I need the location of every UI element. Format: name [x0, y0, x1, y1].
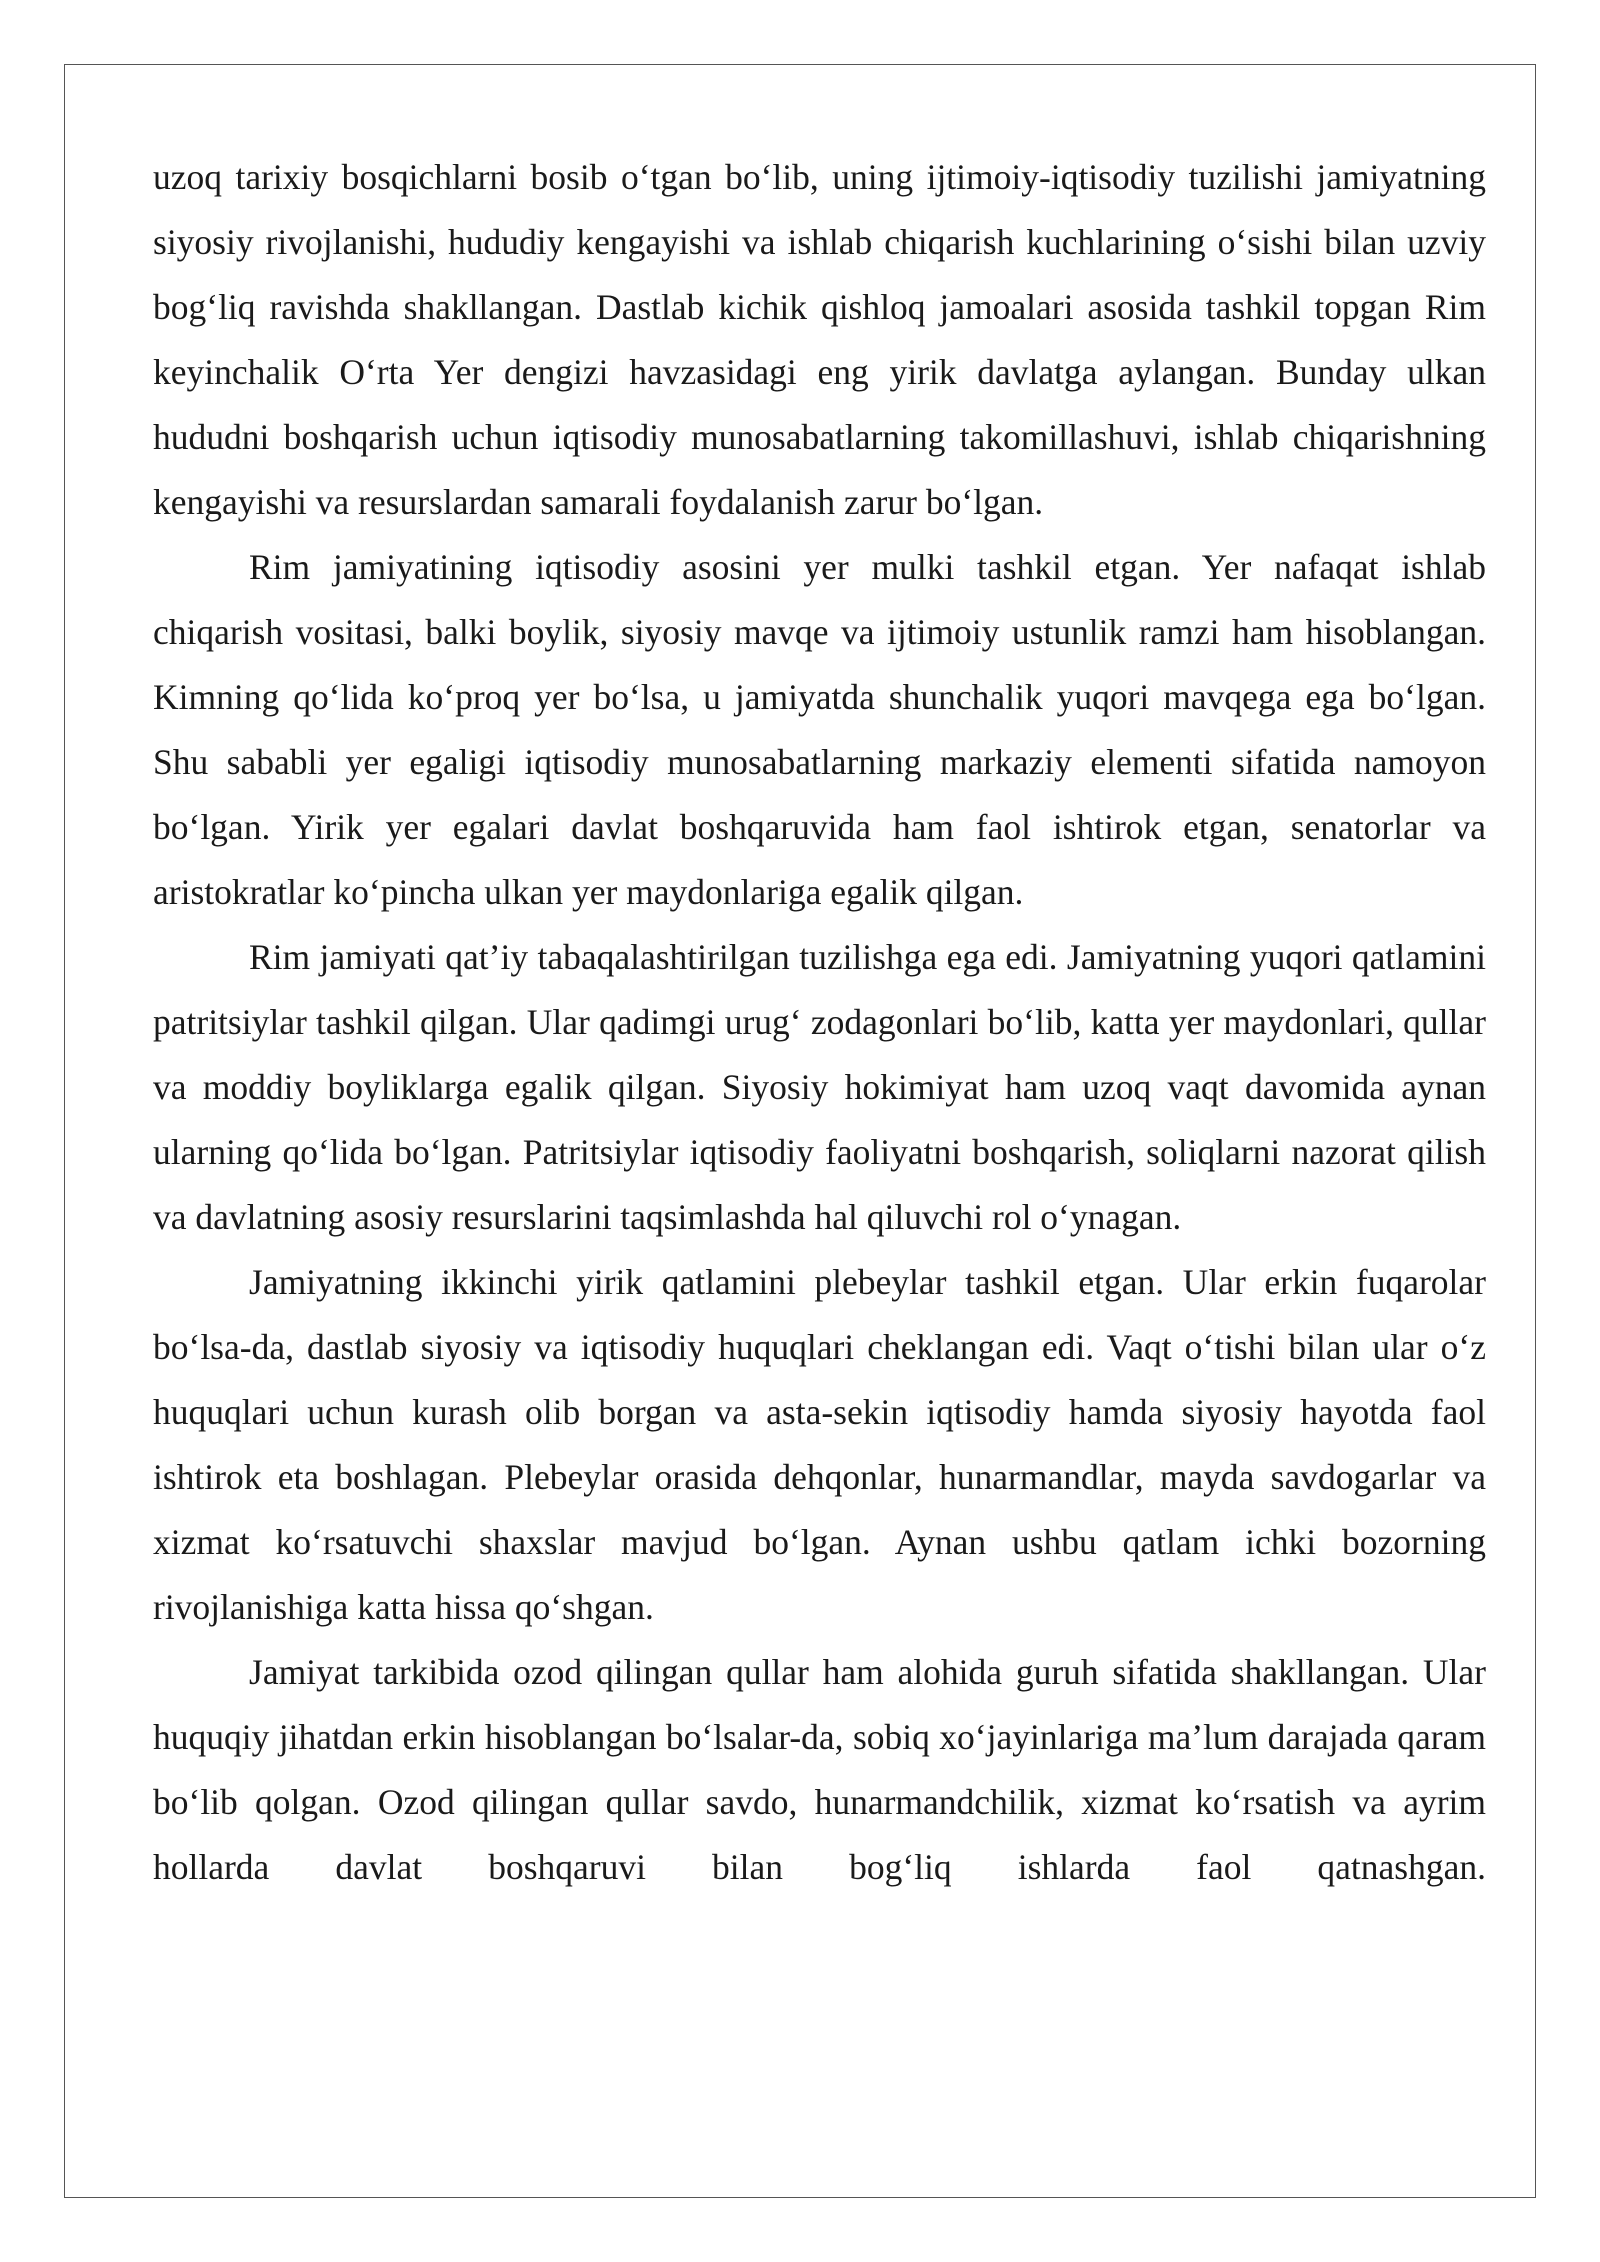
paragraph-3: Rim jamiyati qat’iy tabaqalashtirilgan tuzilishga ega edi. Jamiyatning yuqori qatlamini patritsiylar tashkil qilgan. Ular qadimgi urug‘ zodagonlari bo‘lib, katta yer maydonlari, qullar va moddiy boyliklarga egalik qilgan. Siyosiy hokimiyat ham uzoq vaqt davomida aynan ularning qo‘lida bo‘lgan. Patritsiylar iqtisodiy faoliyatni boshqarish, soliqlarni nazorat qilish va davlatning asosiy resurslarini taqsimlashda hal qiluvchi rol o‘ynagan. — [153, 937, 1486, 1237]
paragraph-2: Rim jamiyatining iqtisodiy asosini yer mulki tashkil etgan. Yer nafaqat ishlab chiqarish vositasi, balki boylik, siyosiy mavqe va ijtimoiy ustunlik ramzi ham hisoblangan. Kimning qo‘lida ko‘proq yer bo‘lsa, u jamiyatda shunchalik yuqori mavqega ega bo‘lgan. Shu sababli yer egaligi iqtisodiy munosabatlarning markaziy elementi sifatida namoyon bo‘lgan. Yirik yer egalari davlat boshqaruvida ham faol ishtirok etgan, senatorlar va aristokratlar ko‘pincha ulkan yer maydonlariga egalik qilgan. — [153, 547, 1486, 912]
paragraph-1: uzoq tarixiy bosqichlarni bosib o‘tgan bo‘lib, uning ijtimoiy-iqtisodiy tuzilishi jamiyatning siyosiy rivojlanishi, hududiy kengayishi va ishlab chiqarish kuchlarining o‘sishi bilan uzviy bog‘liq ravishda shakllangan. Dastlab kichik qishloq jamoalari asosida tashkil topgan Rim keyinchalik O‘rta Yer dengizi havzasidagi eng yirik davlatga aylangan. Bunday ulkan hududni boshqarish uchun iqtisodiy munosabatlarning takomillashuvi, ishlab chiqarishning kengayishi va resurslardan samarali foydalanish zarur bo‘lgan. — [153, 157, 1486, 522]
paragraph-4: Jamiyatning ikkinchi yirik qatlamini plebeylar tashkil etgan. Ular erkin fuqarolar bo‘lsa-da, dastlab siyosiy va iqtisodiy huquqlari cheklangan edi. Vaqt o‘tishi bilan ular o‘z huquqlari uchun kurash olib borgan va asta-sekin iqtisodiy hamda siyosiy hayotda faol ishtirok eta boshlagan. Plebeylar orasida dehqonlar, hunarmandlar, mayda savdogarlar va xizmat ko‘rsatuvchi shaxslar mavjud bo‘lgan. Aynan ushbu qatlam ichki bozorning rivojlanishiga katta hissa qo‘shgan. — [153, 1262, 1486, 1627]
document-body — [153, 145, 1486, 1900]
paragraph-5: Jamiyat tarkibida ozod qilingan qullar ham alohida guruh sifatida shakllangan. Ular huquqiy jihatdan erkin hisoblangan bo‘lsalar-da, sobiq xo‘jayinlariga ma’lum darajada qaram bo‘lib qolgan. Ozod qilingan qullar savdo, hunarmandchilik, xizmat ko‘rsatish va ayrim hollarda davlat boshqaruvi bilan bog‘liq ishlarda faol qatnashgan. — [153, 1652, 1486, 1887]
